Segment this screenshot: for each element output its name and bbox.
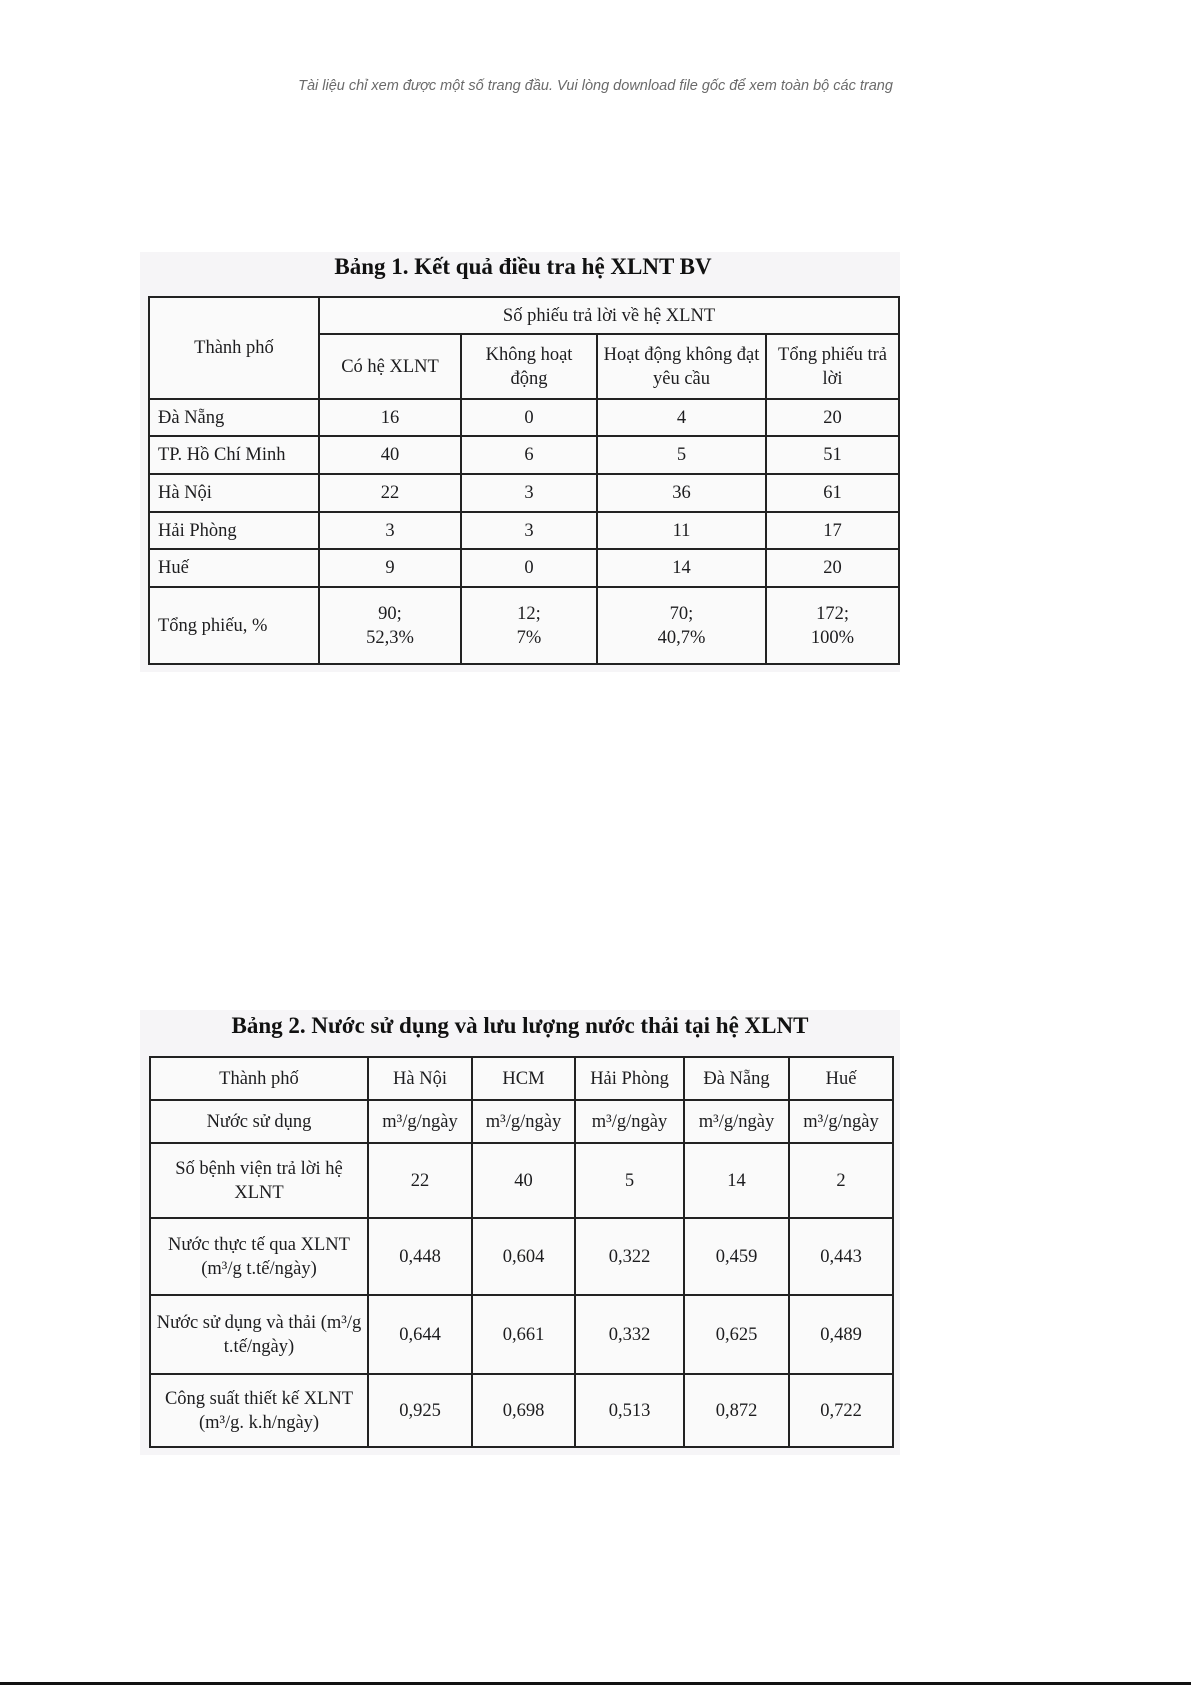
table-row (150, 1295, 893, 1374)
value-cell: 2 (789, 1143, 893, 1218)
value-cell: 3 (461, 512, 597, 549)
value-cell: 14 (597, 549, 766, 587)
table2 (149, 1056, 894, 1448)
header-cell: Đà Nẵng (684, 1057, 789, 1100)
preview-notice: Tài liệu chỉ xem được một số trang đầu. Vui lòng download file gốc để xem toàn bộ các trang (298, 78, 893, 94)
header-row (150, 1057, 893, 1100)
table1-col-header: Tổng phiếu trả lời (766, 334, 899, 399)
value-cell: 22 (368, 1143, 472, 1218)
table-row (149, 549, 899, 587)
value-cell: m³/g/ngày (575, 1100, 684, 1143)
value-cell: 0,644 (368, 1295, 472, 1374)
header-cell: Hải Phòng (575, 1057, 684, 1100)
total-cell (461, 587, 597, 664)
value-cell: 22 (319, 474, 461, 512)
value-cell: 0,448 (368, 1218, 472, 1295)
value-cell: 0,604 (472, 1218, 575, 1295)
total-cell (766, 587, 899, 664)
value-cell: 0 (461, 399, 597, 436)
table1-city-header: Thành phố (149, 297, 319, 399)
value-cell: 40 (472, 1143, 575, 1218)
value-cell: m³/g/ngày (684, 1100, 789, 1143)
value-cell: 9 (319, 549, 461, 587)
value-cell: 20 (766, 399, 899, 436)
value-cell: 0,332 (575, 1295, 684, 1374)
row-label: Nước sử dụng và thải (m³/g t.tế/ngày) (150, 1295, 368, 1374)
value-cell: 0,443 (789, 1218, 893, 1295)
table-row (150, 1374, 893, 1447)
table-row (150, 1218, 893, 1295)
total-count: 90; (378, 603, 402, 624)
value-cell: 0,513 (575, 1374, 684, 1447)
table-row (149, 512, 899, 549)
total-percent: 7% (516, 627, 542, 648)
table1-title: Bảng 1. Kết quả điều tra hệ XLNT BV (334, 254, 712, 279)
row-label: Nước thực tế qua XLNT (m³/g t.tế/ngày) (150, 1218, 368, 1295)
value-cell: 51 (766, 436, 899, 474)
value-cell: 11 (597, 512, 766, 549)
total-row (149, 587, 899, 664)
table-row (149, 399, 899, 436)
total-cell (319, 587, 461, 664)
value-cell: 0,625 (684, 1295, 789, 1374)
value-cell: 0,322 (575, 1218, 684, 1295)
row-label: Nước sử dụng (150, 1100, 368, 1143)
value-cell: 0,459 (684, 1218, 789, 1295)
row-label: Công suất thiết kế XLNT (m³/g. k.h/ngày) (150, 1374, 368, 1447)
table-row (149, 436, 899, 474)
header-cell: Huế (789, 1057, 893, 1100)
value-cell: 36 (597, 474, 766, 512)
city-cell: Hải Phòng (149, 512, 319, 549)
value-cell: 14 (684, 1143, 789, 1218)
table1-group-header: Số phiếu trả lời về hệ XLNT (319, 297, 899, 334)
header-cell: HCM (472, 1057, 575, 1100)
value-cell: 0,872 (684, 1374, 789, 1447)
value-cell: 16 (319, 399, 461, 436)
header-cell: Hà Nội (368, 1057, 472, 1100)
value-cell: 3 (461, 474, 597, 512)
header-cell: Thành phố (150, 1057, 368, 1100)
city-cell: Huế (149, 549, 319, 587)
value-cell: 0 (461, 549, 597, 587)
total-percent: 40,7% (657, 627, 706, 648)
value-cell: 6 (461, 436, 597, 474)
value-cell: 17 (766, 512, 899, 549)
table-row (150, 1100, 893, 1143)
total-percent: 100% (810, 627, 855, 648)
total-cell (597, 587, 766, 664)
value-cell: 40 (319, 436, 461, 474)
total-count: 12; (517, 603, 541, 624)
value-cell: 5 (575, 1143, 684, 1218)
value-cell: 20 (766, 549, 899, 587)
total-count: 172; (816, 603, 849, 624)
value-cell: 0,698 (472, 1374, 575, 1447)
value-cell: m³/g/ngày (368, 1100, 472, 1143)
table-row (150, 1143, 893, 1218)
row-label: Số bệnh viện trả lời hệ XLNT (150, 1143, 368, 1218)
value-cell: m³/g/ngày (472, 1100, 575, 1143)
total-label: Tổng phiếu, % (149, 587, 319, 664)
total-count: 70; (669, 603, 694, 624)
table1 (148, 296, 900, 665)
value-cell: 0,489 (789, 1295, 893, 1374)
total-percent: 52,3% (366, 627, 414, 648)
table1-col-header: Không hoạt động (461, 334, 597, 399)
table1-col-header: Hoạt động không đạt yêu cầu (597, 334, 766, 399)
table-row (149, 474, 899, 512)
value-cell: 0,925 (368, 1374, 472, 1447)
value-cell: 0,661 (472, 1295, 575, 1374)
table1-col-header: Có hệ XLNT (319, 334, 461, 399)
value-cell: m³/g/ngày (789, 1100, 893, 1143)
value-cell: 3 (319, 512, 461, 549)
value-cell: 61 (766, 474, 899, 512)
city-cell: Đà Nẵng (149, 399, 319, 436)
city-cell: Hà Nội (149, 474, 319, 512)
value-cell: 4 (597, 399, 766, 436)
city-cell: TP. Hồ Chí Minh (149, 436, 319, 474)
value-cell: 0,722 (789, 1374, 893, 1447)
table2-title: Bảng 2. Nước sử dụng và lưu lượng nước thải tại hệ XLNT (231, 1013, 809, 1038)
value-cell: 5 (597, 436, 766, 474)
